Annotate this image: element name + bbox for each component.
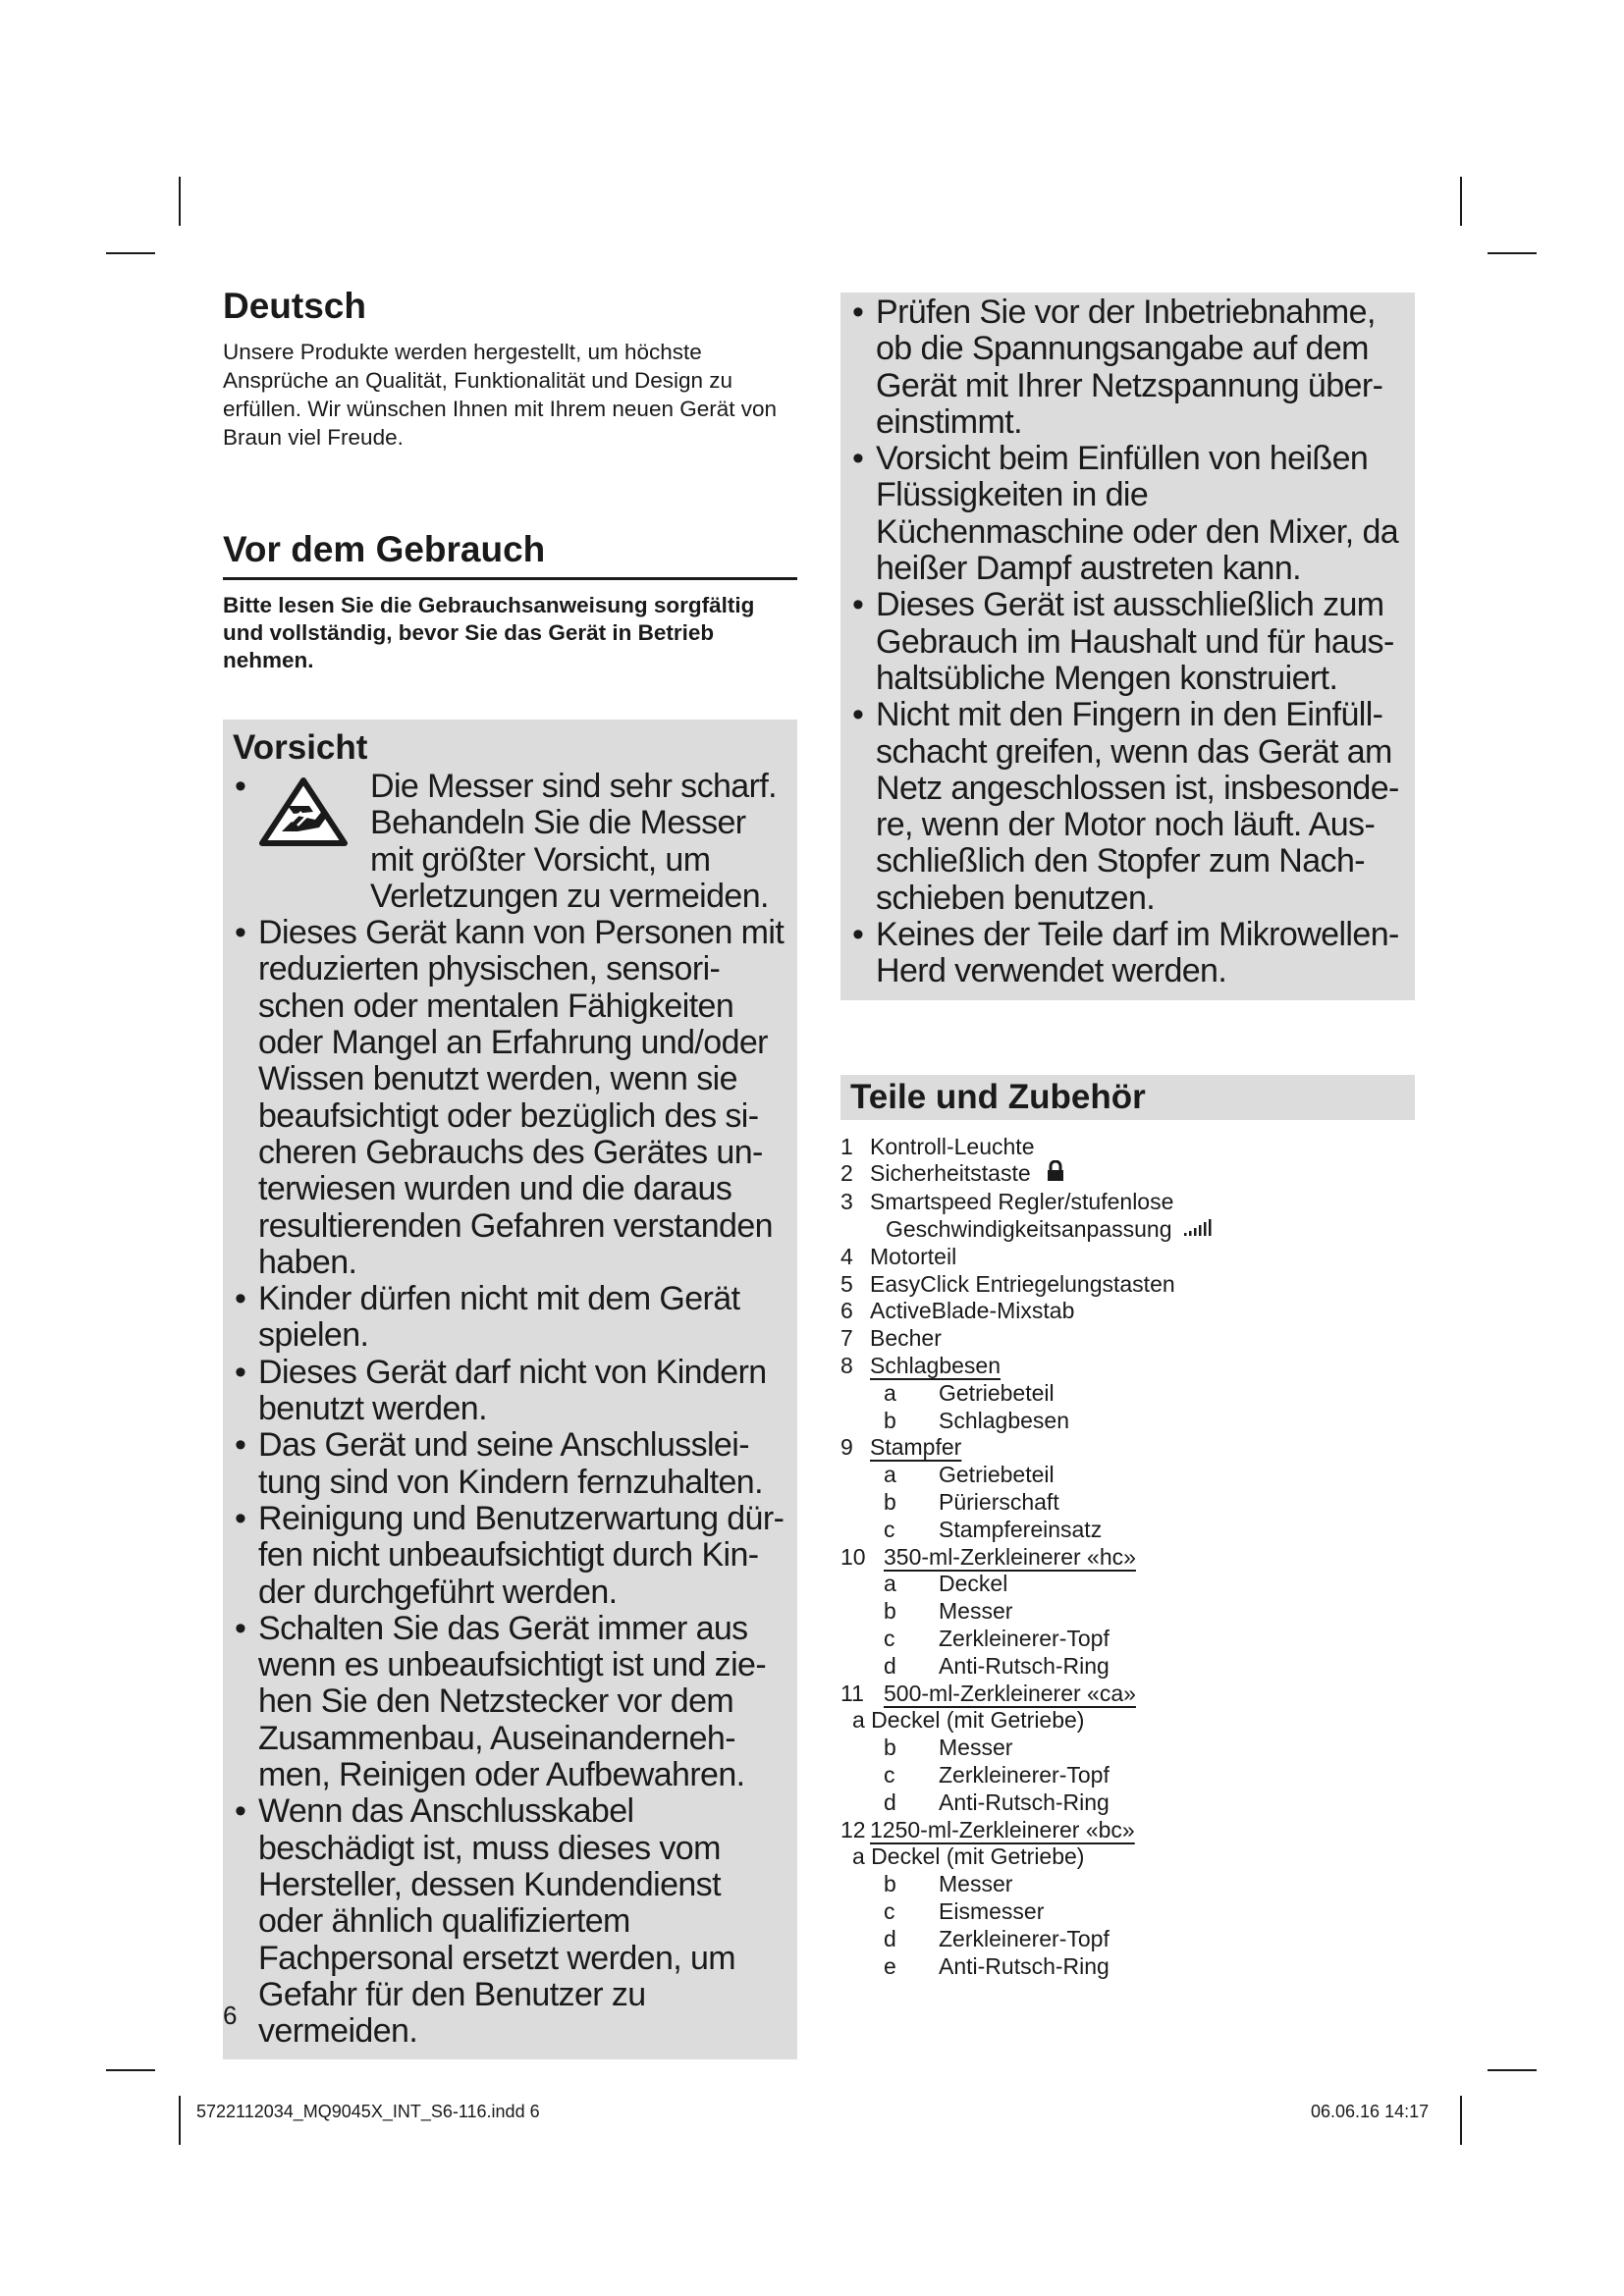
subpart-row: b Schlagbesen [884, 1407, 1069, 1433]
part-row [840, 1271, 1415, 1299]
footer-date: 06.06.16 14:17 [1311, 2102, 1430, 2121]
part-row [840, 1189, 1415, 1216]
crop-mark [179, 2096, 181, 2145]
check-item: Vorsicht beim Einfüllen von heißen Flüssigkeiten in die Küchenmaschine oder den Mixer, da heißer Dampf austreten kann. [876, 440, 1399, 588]
caution-item: Wenn das Anschlusskabel beschädigt ist, muss dieses vom Hersteller, dessen Kundendienst oder ähnlich qualifiziertem Fachpersonal ersetzt werden, um Gefahr für den Benutzer zu vermeiden. [258, 1792, 735, 2051]
list-item [233, 1611, 787, 1793]
subpart-row: b Messer [884, 1598, 1013, 1625]
caution-item: Dieses Gerät darf nicht von Kindern benutzt werden. [258, 1353, 767, 1428]
parts-list [840, 1134, 1415, 1981]
subpart-row: c Zerkleinerer-Topf [884, 1625, 1110, 1651]
list-item [233, 1501, 787, 1611]
checks-list [850, 294, 1403, 990]
subpart-row: a Deckel (mit Getriebe) [852, 1707, 1085, 1734]
caution-list [233, 769, 787, 2050]
part-number: 4 [840, 1243, 853, 1269]
bullet: • [235, 1609, 246, 1647]
caution-title: Vorsicht [233, 728, 368, 767]
subpart-row: d Anti-Rutsch-Ring [884, 1789, 1110, 1815]
subpart-row: d Zerkleinerer-Topf [884, 1925, 1110, 1951]
section-intro: Bitte lesen Sie die Gebrauchsanweisung sorgfältig und vollständig, bevor Sie das Gerät in Betrieb nehmen. [223, 593, 755, 672]
caution-item: Reinigung und Benutzerwartung dürfen nicht unbeaufsichtigt durch Kinder durchgeführt werden. [258, 1499, 785, 1611]
subpart-row: b Messer [884, 1871, 1013, 1897]
list-item [233, 915, 787, 1281]
part-label: Sicherheitstaste [870, 1160, 1031, 1187]
part-number: 2 [840, 1160, 853, 1187]
list-item [850, 441, 1403, 587]
check-item: Nicht mit den Fingern in den Einfüllschacht greifen, wenn das Gerät am Netz angeschlossen ist, insbesondere, wenn der Motor noch läuft. Ausschließlich den Stopfer zum Nachschieben benutzen. [876, 696, 1400, 917]
subpart-row: b Pürierschaft [884, 1489, 1059, 1515]
bullet: • [235, 1353, 246, 1391]
subpart-row: c Stampfereinsatz [884, 1516, 1103, 1542]
list-item [233, 1427, 787, 1501]
part-label: Kontroll-Leuchte [870, 1133, 1035, 1159]
caution-box [223, 720, 797, 2059]
part-row [840, 1134, 1415, 1161]
part-label: Stampfer [870, 1434, 962, 1461]
subpart-row: a Deckel [884, 1571, 1008, 1597]
list-item [850, 917, 1403, 990]
caution-item: Schalten Sie das Gerät immer aus wenn es unbeaufsichtigt ist und ziehen Sie den Netzstecker vor dem Zusammenbau, Auseinandernehmen, Reinigen oder Aufbewahren. [258, 1609, 767, 1794]
part-number: 5 [840, 1270, 853, 1297]
speed-bars-icon [1184, 1216, 1214, 1244]
part-row [840, 1298, 1415, 1325]
part-label: ActiveBlade-Mixstab [870, 1298, 1075, 1324]
crop-mark [1460, 177, 1462, 226]
intro-paragraph: Unsere Produkte werden hergestellt, um höchste Ansprüche an Qualität, Funktionalität und Design zu erfüllen. Wir wünschen Ihnen mit Ihrem neuen Gerät von Braun viel Freude. [223, 340, 778, 450]
part-number: 3 [840, 1189, 853, 1215]
checks-box [840, 293, 1415, 1000]
crop-mark [1488, 252, 1537, 254]
part-label: 1250-ml-Zerkleinerer «bc» [870, 1816, 1135, 1842]
part-row [840, 1160, 1415, 1189]
part-row [840, 1353, 1415, 1380]
part-number: 1 [840, 1133, 853, 1159]
part-row [840, 1544, 1415, 1572]
bullet: • [235, 1792, 246, 1831]
part-number: 12 [840, 1816, 866, 1842]
language-title: Deutsch [223, 286, 366, 326]
list-item [233, 1793, 787, 2050]
list-item [850, 294, 1403, 441]
bullet: • [852, 586, 864, 624]
caution-item: Kinder dürfen nicht mit dem Gerät spielen. [258, 1280, 740, 1355]
list-item [233, 1281, 787, 1355]
left-column [223, 285, 797, 2059]
part-label: Becher [870, 1325, 942, 1352]
subpart-row: e Anti-Rutsch-Ring [884, 1952, 1110, 1979]
part-row [840, 1817, 1415, 1844]
part-number: 10 [840, 1543, 866, 1570]
part-number: 8 [840, 1353, 853, 1379]
bullet: • [235, 1426, 246, 1465]
bullet: • [852, 440, 864, 478]
part-number: 6 [840, 1298, 853, 1324]
check-item: Keines der Teile darf im Mikrowellen-Herd verwendet werden. [876, 916, 1399, 990]
bullet: • [235, 914, 246, 952]
crop-mark [106, 252, 155, 254]
bullet: • [852, 696, 864, 734]
parts-title: Teile und Zubehör [840, 1075, 1415, 1120]
list-item [233, 769, 787, 915]
bullet: • [852, 916, 864, 954]
list-item [850, 587, 1403, 697]
lock-icon [1047, 1160, 1064, 1189]
part-label: Smartspeed Regler/stufenlose [870, 1189, 1174, 1215]
caution-item: Dieses Gerät kann von Personen mit reduzierten physischen, sensorischen oder mentalen Fähigkeiten oder Mangel an Erfahrung und/oder Wissen benutzt werden, wenn sie beaufsichtigt oder bezüglich des sicheren Gebrauchs des Gerätes unterwiesen wurden und die daraus resultierenden Gefahren verstanden haben. [258, 914, 785, 1281]
bullet: • [235, 1499, 246, 1537]
part-label: Geschwindigkeitsanpassung [886, 1216, 1172, 1243]
subpart-row: a Deckel (mit Getriebe) [852, 1843, 1085, 1870]
part-label: 500-ml-Zerkleinerer «ca» [884, 1680, 1136, 1706]
part-row [840, 1434, 1415, 1462]
crop-mark [179, 177, 181, 226]
check-item: Dieses Gerät ist ausschließlich zum Gebrauch im Haushalt und für haushaltsübliche Mengen konstruiert. [876, 586, 1395, 697]
subpart-row: c Zerkleinerer-Topf [884, 1761, 1110, 1788]
subpart-row: a Getriebeteil [884, 1379, 1055, 1406]
bullet: • [235, 768, 246, 805]
subpart-row: a Getriebeteil [884, 1462, 1055, 1488]
page-number: 6 [223, 2001, 238, 2030]
part-label: 350-ml-Zerkleinerer «hc» [884, 1543, 1136, 1570]
subpart-row: c Eismesser [884, 1897, 1045, 1924]
part-number: 11 [840, 1680, 864, 1706]
subpart-row: b Messer [884, 1735, 1013, 1761]
part-row [840, 1681, 1415, 1708]
list-item [850, 697, 1403, 917]
caution-item: Das Gerät und seine Anschlussleitung sind von Kindern fernzuhalten. [258, 1426, 763, 1501]
part-number: 7 [840, 1325, 853, 1352]
sharp-knife-warning-icon [258, 769, 370, 915]
part-label: Schlagbesen [870, 1353, 1001, 1379]
list-item [233, 1355, 787, 1428]
section-title: Vor dem Gebrauch [223, 528, 797, 580]
subpart-row: d Anti-Rutsch-Ring [884, 1652, 1110, 1679]
part-number: 9 [840, 1434, 853, 1461]
part-label: Motorteil [870, 1243, 957, 1269]
part-row [840, 1325, 1415, 1353]
right-column [840, 293, 1415, 1980]
part-row [840, 1244, 1415, 1271]
crop-mark [1460, 2096, 1462, 2145]
bullet: • [235, 1280, 246, 1318]
footer-file: 5722112034_MQ9045X_INT_S6-116.indd 6 [196, 2102, 540, 2121]
knife-warning-text: Die Messer sind sehr scharf. Behandeln Sie die Messer mit größter Vorsicht, um Verletzungen zu vermeiden. [370, 768, 778, 915]
check-item: Prüfen Sie vor der Inbetriebnahme, ob die Spannungsangabe auf dem Gerät mit Ihrer Netzspannung übereinstimmt. [876, 294, 1383, 441]
part-label: EasyClick Entriegelungstasten [870, 1270, 1175, 1297]
bullet: • [852, 294, 864, 331]
crop-mark [106, 2069, 155, 2071]
part-row [840, 1216, 1415, 1244]
crop-mark [1488, 2069, 1537, 2071]
